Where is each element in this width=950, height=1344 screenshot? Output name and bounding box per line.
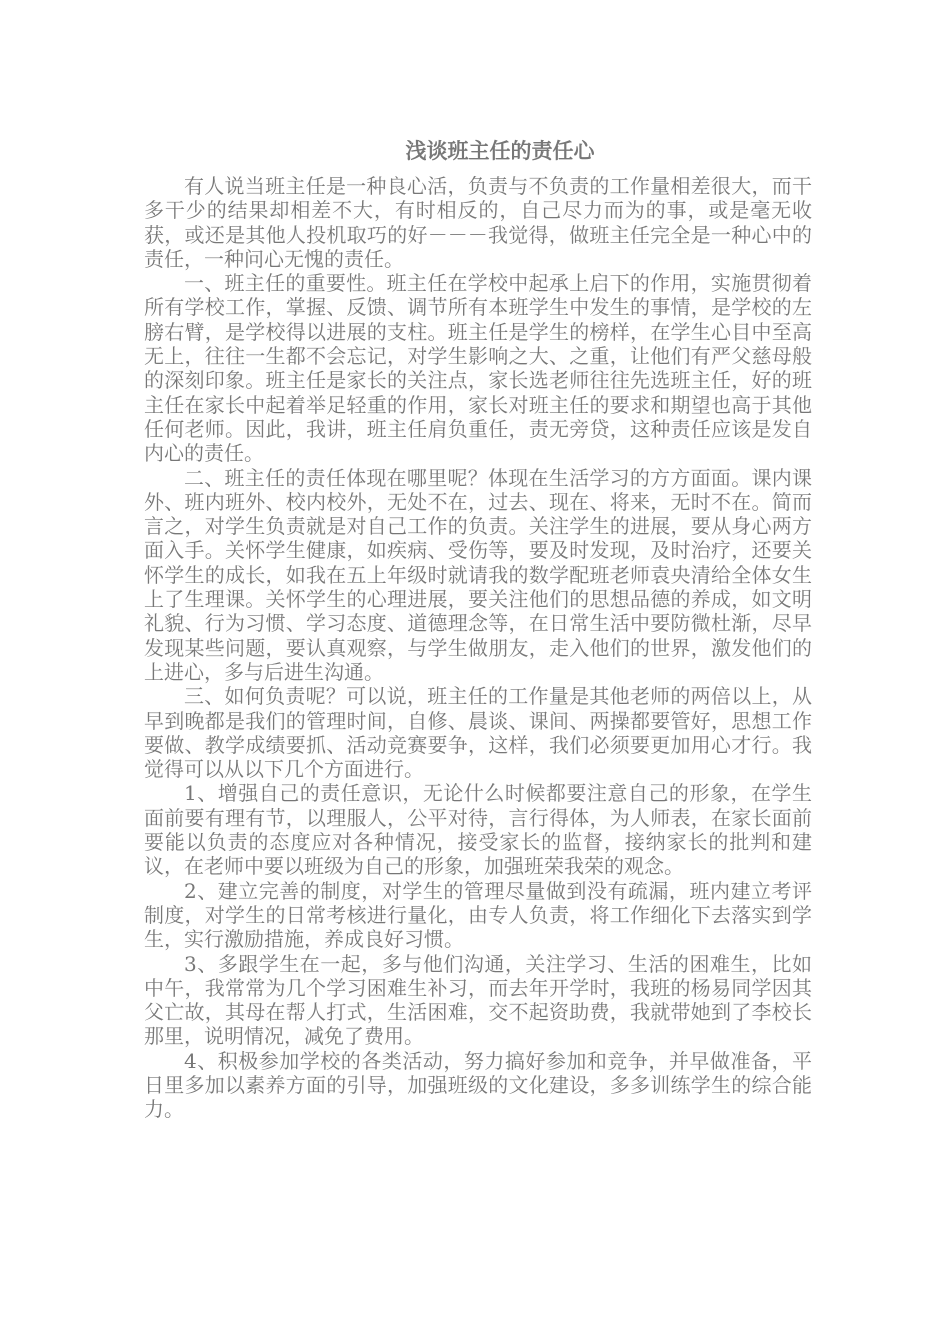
document-body [144,174,812,1122]
paragraph-point-4: 4、积极参加学校的各类活动，努力搞好参加和竞争，并早做准备，平日里多加以素养方面的引导，加强班级的文化建设，多多训练学生的综合能力。 [144,1048,812,1122]
paragraph-section-2: 二、班主任的责任体现在哪里呢？体现在生活学习的方方面面。课内课外、班内班外、校内校外，无处不在，过去、现在、将来，无时不在。简而言之，对学生负责就是对自己工作的负责。关注学生的进展，要从身心两方面入手。关怀学生健康，如疾病、受伤等，要及时发现，及时治疗，还要关怀学生的成长，如我在五上年级时就请我的数学配班老师袁央清给全体女生上了生理课。关怀学生的心理进展，要关注他们的思想品德的养成，如文明礼貌、行为习惯、学习态度、道德理念等，在日常生活中要防微杜渐，尽早发现某些问题，要认真观察，与学生做朋友，走入他们的世界，激发他们的上进心，多与后进生沟通。 [144,465,812,684]
paragraph-section-1: 一、班主任的重要性。班主任在学校中起承上启下的作用，实施贯彻着所有学校工作，掌握、反馈、调节所有本班学生中发生的事情，是学校的左膀右臂，是学校得以进展的支柱。班主任是学生的榜样，在学生心目中至高无上，往往一生都不会忘记，对学生影响之大、之重，让他们有严父慈母般的深刻印象。班主任是家长的关注点，家长选老师往往先选班主任，好的班主任在家长中起着举足轻重的作用，家长对班主任的要求和期望也高于其他任何老师。因此，我讲，班主任肩负重任，责无旁贷，这种责任应该是发自内心的责任。 [144,271,812,466]
paragraph-point-3: 3、多跟学生在一起，多与他们沟通，关注学习、生活的困难生，比如中午，我常常为几个学习困难生补习，而去年开学时，我班的杨易同学因其父亡故，其母在帮人打式，生活困难，交不起资助费，我就带她到了李校长那里，说明情况，减免了费用。 [144,951,812,1049]
paragraph-point-1: 1、增强自己的责任意识，无论什么时候都要注意自己的形象，在学生面前要有理有节，以理服人，公平对待，言行得体，为人师表，在家长面前要能以负责的态度应对各种情况，接受家长的监督，接纳家长的批判和建议，在老师中要以班级为自己的形象，加强班荣我荣的观念。 [144,781,812,879]
paragraph-point-2: 2、建立完善的制度，对学生的管理尽量做到没有疏漏，班内建立考评制度，对学生的日常考核进行量化，由专人负责，将工作细化下去落实到学生，实行激励措施，养成良好习惯。 [144,878,812,952]
paragraph-intro: 有人说当班主任是一种良心活，负责与不负责的工作量相差很大，而干多干少的结果却相差不大，有时相反的，自己尽力而为的事，或是毫无收获，或还是其他人投机取巧的好－－－我觉得，做班主任完全是一种心中的责任，一种问心无愧的责任。 [144,174,812,271]
paragraph-section-3: 三、如何负责呢？可以说，班主任的工作量是其他老师的两倍以上，从早到晚都是我们的管理时间，自修、晨谈、课间、两操都要管好，思想工作要做、教学成绩要抓、活动竞赛要争，这样，我们必须要更加用心才行。我觉得可以从以下几个方面进行。 [144,684,812,782]
document-title: 浅谈班主任的责任心 [405,138,595,163]
